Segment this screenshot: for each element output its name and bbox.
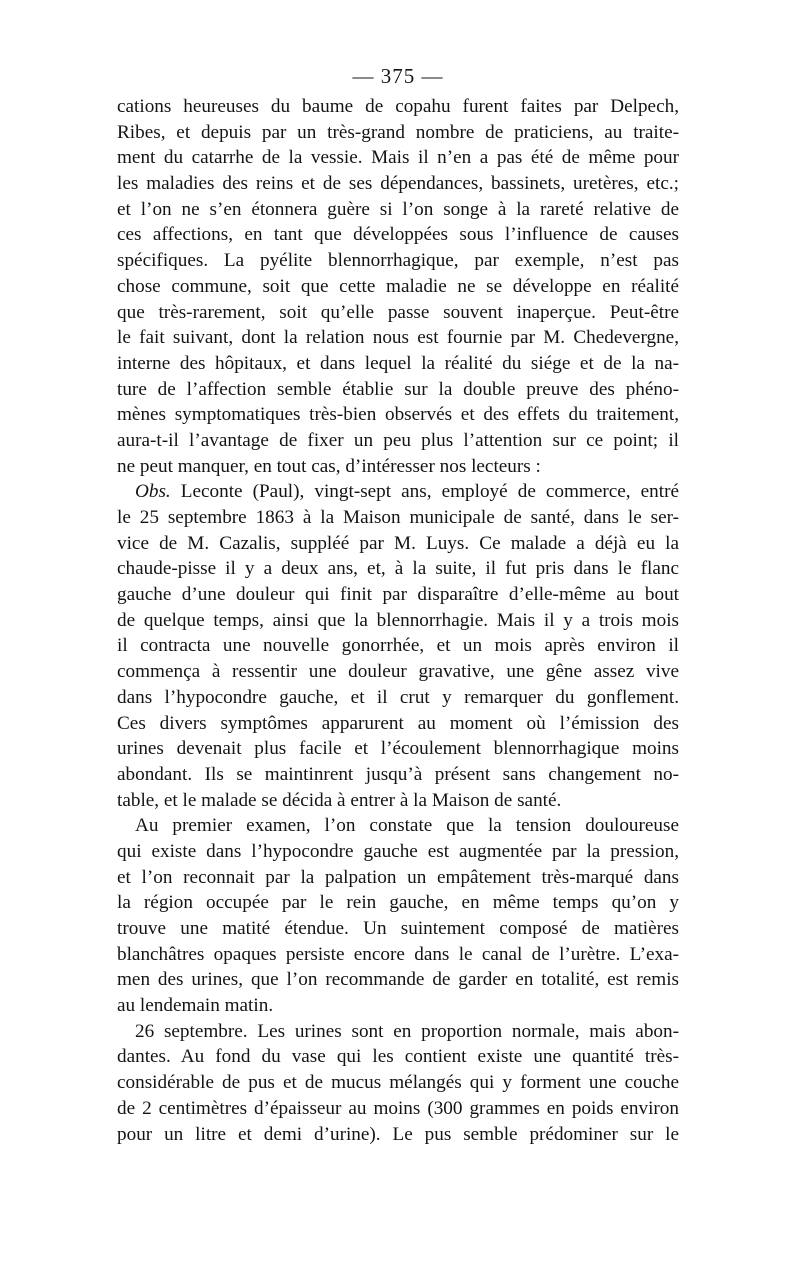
text-line: le 25 septembre 1863 à la Maison municipale de santé, dans le ser-	[117, 507, 679, 528]
text-line: spécifiques. La pyélite blennorrhagique, par exemple, n’est pas	[117, 250, 679, 272]
text-line: Ces divers symptômes apparurent au moment où l’émission des	[117, 712, 679, 734]
book-page	[117, 62, 679, 1147]
text-line: les maladies des reins et de ses dépendances, bassinets, uretères, etc.;	[117, 173, 679, 195]
text-line: la région occupée par le rein gauche, en même temps qu’on y	[117, 892, 679, 914]
text-line: gauche d’une douleur qui finit par disparaître d’elle-même au bout	[117, 584, 679, 606]
text-line: men des urines, que l’on recommande de garder en totalité, est remis	[117, 969, 679, 991]
text-line: ment du catarrhe de la vessie. Mais il n’en a pas été de même pour	[117, 147, 679, 169]
text-line: table, et le malade se décida à entrer à la Maison de santé.	[117, 789, 562, 811]
text-line: chaude-pisse il y a deux ans, et, à la suite, il fut pris dans le flanc	[117, 558, 679, 580]
text-line: Ribes, et depuis par un très-grand nombre de praticiens, au traite-	[117, 121, 679, 143]
text-line: mènes symptomatiques très-bien observés et des effets du traitement,	[117, 404, 679, 426]
text-line: interne des hôpitaux, et dans lequel la réalité du siége et de la na-	[117, 352, 679, 374]
text-line: commença à ressentir une douleur gravative, une gêne assez vive	[117, 661, 679, 683]
text-line: urines devenait plus facile et l’écoulement blennorrhagique moins	[117, 738, 679, 760]
text-line: au lendemain matin.	[117, 995, 274, 1017]
text-line: cations heureuses du baume de copahu furent faites par Delpech,	[117, 96, 679, 117]
text-line: le fait suivant, dont la relation nous est fournie par M. Chedevergne,	[117, 327, 679, 349]
text-line: ces affections, en tant que développées sous l’influence de causes	[117, 224, 679, 246]
text-line: considérable de pus et de mucus mélangés qui y forment une couche	[117, 1072, 679, 1094]
text-line: pour un litre et demi d’urine). Le pus semble prédominer sur le	[117, 1123, 679, 1145]
text-line: que très-rarement, soit qu’elle passe souvent inaperçue. Peut-être	[117, 301, 679, 323]
text-line: ture de l’affection semble établie sur la double preuve des phéno-	[117, 378, 679, 400]
text-line: qui existe dans l’hypocondre gauche est augmentée par la pression,	[117, 840, 679, 862]
page-number: — 375 —	[352, 64, 444, 88]
body-text	[117, 94, 679, 1147]
text-line: dantes. Au fond du vase qui les contient existe une quantité très-	[117, 1046, 679, 1068]
text-line: de quelque temps, ainsi que la blennorrhagie. Mais il y a trois mois	[117, 609, 679, 631]
text-line: Obs. Leconte (Paul), vingt-sept ans, employé de commerce, entré	[135, 481, 679, 503]
text-line: et l’on reconnait par la palpation un empâtement très-marqué dans	[117, 866, 679, 888]
text-line: et l’on ne s’en étonnera guère si l’on songe à la rareté relative de	[117, 198, 679, 220]
text-line: trouve une matité étendue. Un suintement composé de matières	[117, 918, 679, 939]
obs-label: Obs.	[135, 481, 171, 503]
text-line: ne peut manquer, en tout cas, d’intéresser nos lecteurs :	[117, 455, 541, 477]
text-line: de 2 centimètres d’épaisseur au moins (300 grammes en poids environ	[117, 1097, 679, 1119]
text-line: abondant. Ils se maintinrent jusqu’à présent sans changement no-	[117, 763, 679, 785]
text-line: Au premier examen, l’on constate que la tension douloureuse	[135, 815, 679, 837]
text-line: il contracta une nouvelle gonorrhée, et un mois après environ il	[117, 635, 679, 657]
text-line: 26 septembre. Les urines sont en proportion normale, mais abon-	[135, 1020, 679, 1042]
text-line: vice de M. Cazalis, suppléé par M. Luys. Ce malade a déjà eu la	[117, 532, 679, 554]
text-line: blanchâtres opaques persiste encore dans le canal de l’urètre. L’exa-	[117, 943, 679, 965]
text-line: chose commune, soit que cette maladie ne se développe en réalité	[117, 275, 679, 297]
text-line: dans l’hypocondre gauche, et il crut y remarquer du gonflement.	[117, 686, 679, 708]
text-line: aura-t-il l’avantage de fixer un peu plus l’attention sur ce point; il	[117, 429, 679, 451]
